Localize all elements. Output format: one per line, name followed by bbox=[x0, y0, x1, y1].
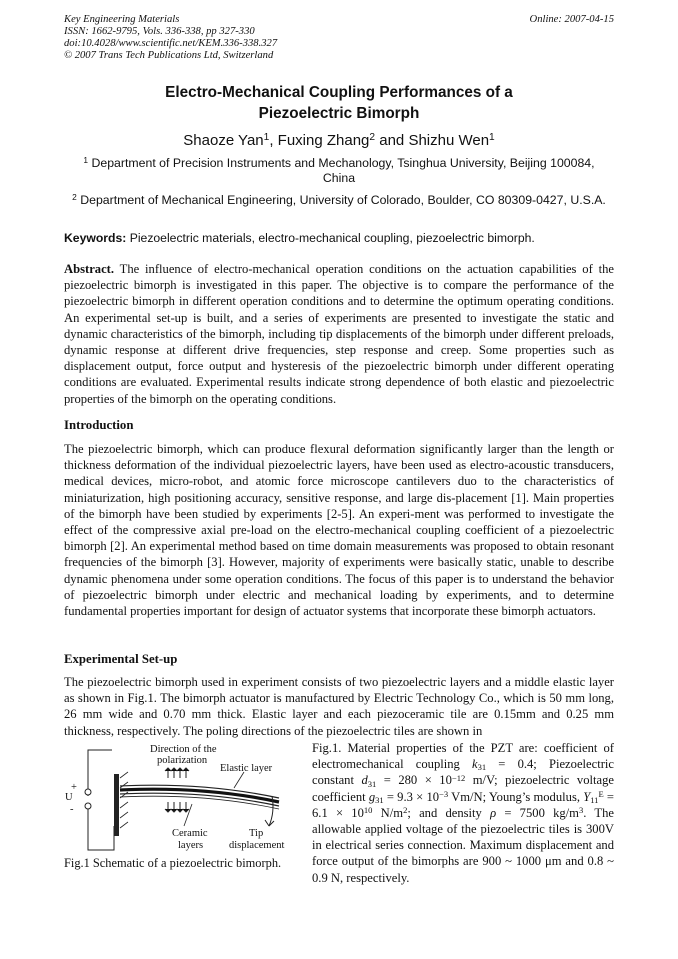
tip-label-2: displacement bbox=[229, 840, 285, 851]
keywords bbox=[64, 231, 614, 245]
author-list bbox=[64, 132, 614, 149]
affiliation-1-number: 1 bbox=[83, 155, 89, 166]
affiliation-1 bbox=[64, 156, 614, 186]
polarization-label-2: polarization bbox=[157, 755, 208, 766]
affiliation-2-line-1: Department of Mechanical Engineering, University of Colorado, Boulder, CO 80309-0427, U.S.A. bbox=[80, 193, 606, 207]
tip-arrow-head bbox=[265, 820, 274, 826]
affiliation-2 bbox=[64, 193, 614, 208]
terminal-negative bbox=[85, 803, 91, 809]
voltage-label: U bbox=[65, 792, 73, 803]
elastic-layer bbox=[120, 789, 279, 802]
author-separator: , bbox=[269, 132, 278, 149]
ceramic-label-2: layers bbox=[178, 840, 204, 851]
issn-line: ISSN: 1662-9795, Vols. 336-338, pp 327-330 bbox=[64, 26, 255, 37]
title-line-2: Piezoelectric Bimorph bbox=[258, 105, 420, 122]
author-separator: and bbox=[375, 132, 409, 149]
polarization-label-1: Direction of the bbox=[150, 744, 217, 755]
abstract bbox=[64, 261, 614, 407]
journal-name: Key Engineering Materials bbox=[64, 14, 180, 25]
keywords-label: Keywords: bbox=[64, 231, 127, 245]
doi-line: doi:10.4028/www.scientific.net/KEM.336-338.327 bbox=[64, 38, 278, 49]
paper-title bbox=[64, 82, 614, 124]
affiliation-2-number: 2 bbox=[72, 192, 77, 203]
polarization-arrows-down bbox=[165, 802, 189, 812]
author-2-affil: 2 bbox=[369, 132, 376, 144]
bimorph-schematic-figure bbox=[64, 742, 304, 858]
ceramic-layer-pointer bbox=[184, 804, 192, 826]
abstract-label: Abstract. bbox=[64, 262, 115, 276]
minus-label: - bbox=[70, 804, 74, 815]
circuit-wire-bottom bbox=[88, 804, 114, 850]
circuit-wire-top bbox=[88, 750, 112, 796]
author-1-affil: 1 bbox=[263, 132, 270, 144]
copyright-line: © 2007 Trans Tech Publications Ltd, Switzerland bbox=[64, 50, 274, 61]
journal-header bbox=[64, 14, 614, 62]
keywords-text: Piezoelectric materials, electro-mechanical coupling, piezoelectric bimorph. bbox=[126, 231, 535, 245]
clamp-hatch bbox=[120, 772, 128, 828]
author-2: Fuxing Zhang bbox=[277, 132, 370, 149]
figure-caption: Fig.1 Schematic of a piezoelectric bimorph. bbox=[64, 856, 282, 870]
affiliation-1-line-2: China bbox=[322, 171, 356, 185]
bimorph-schematic bbox=[64, 742, 304, 858]
tip-label-1: Tip bbox=[249, 828, 264, 839]
online-date: Online: 2007-04-15 bbox=[529, 14, 614, 25]
section-heading-introduction: Introduction bbox=[64, 418, 134, 432]
elastic-layer-pointer bbox=[234, 772, 244, 788]
plus-label: + bbox=[71, 782, 77, 793]
material-properties-text: Fig.1. Material properties of the PZT are: coefficient of electromechanical coupling $k_{31} = 0.4$; Piezoelectric constant $d_{31} = 280 \times 10^{-12}$ m/V; piezoelectric voltage coefficient $g_{31} = 9.3 \times 10^{-3}$ Vm/N; Young’s modulus, $Y_{11}^E = 6.1 \times 10^{10}$ $N/m^2$; and density ρ = 7500 $kg/m^3$. The allowable applied voltage of the piezoelectric tiles is 300V in electrical series connection. Maximum displacement and force output of the bimorphs are 900 ~ 1000 μm and 0.8 ~ 0.9 N, respectively. bbox=[312, 741, 614, 885]
author-3: Shizhu Wen bbox=[408, 132, 490, 149]
abstract-text: The influence of electro-mechanical operation conditions on the actuation capabilities of the piezoelectric bimorph is investigated in this paper. The objective is to compare the performance of the piezoelectric bimorph in different operation conditions and to determine the optimum operating conditions. An experimental set-up is built, and a series of experiments are presented to investigate the static and dynamic characteristics of the bimorph, including tip displacements of the bimorph under different preloads, dynamic response at different drive frequencies, step response and creep. Some properties such as displacement output, force output and hysteresis of the piezoelectric bimorph under different operating conditions are evaluated. Experimental results indicate strong dependence of both elastic and piezoelectric properties of the bimorph on the operating conditions. bbox=[64, 262, 614, 406]
author-1: Shaoze Yan bbox=[183, 132, 264, 149]
author-3-affil: 1 bbox=[489, 132, 495, 144]
ceramic-label-1: Ceramic bbox=[172, 828, 208, 839]
elastic-layer-label: Elastic layer bbox=[220, 763, 273, 774]
clamp-wall bbox=[114, 774, 119, 836]
terminal-positive bbox=[85, 789, 91, 795]
polarization-arrows-up bbox=[165, 768, 189, 778]
setup-text: The piezoelectric bimorph used in experiment consists of two piezoelectric layers and a middle elastic layer as shown in Fig.1. The bimorph actuator is manufactured by Electric Technology Co., which is 50 mm long, 26 mm wide and 0.70 mm thick. Elastic layer and each piezoceramic tile are 0.15mm and 0.25 mm thickness, respectively. The poling directions of the piezoelectric tiles are shown in bbox=[64, 675, 614, 738]
affiliation-1-line-1: Department of Precision Instruments and Mechanology, Tsinghua University, Beijing 100084, bbox=[91, 156, 595, 170]
introduction-text: The piezoelectric bimorph, which can produce flexural deformation significantly larger than the length or thickness deformation of the individual piezoelectric layers, have been used as electro-acoustic transducers, medical devices, micro-robot, and atomic force microscope cantilevers duo to the characteristics of miniaturization, high positioning accuracy, sensitive response, and large dis-placement [1]. Main properties of the bimorph have been studied by experiments [2-5]. An experi-ment was performed to investigate the effect of the compressive axial pre-load on the electro-mechanical coupling coefficient of a piezoelectric bimorph [2]. An experimental method based on time domain measurements was proposed to obtain resonant frequencies of the bimorph [3]. However, majority of experiments were basically static, unable to describe dynamic phenomena under some operation conditions. The focus of this paper is to understand the behavior of piezoelectric bimorph under electric and mechanical loading by experiments, and to determine fundamental properties important for design of actuator systems that incorporate these bimorph actuators. bbox=[64, 442, 614, 619]
section-heading-setup: Experimental Set-up bbox=[64, 652, 178, 666]
title-line-1: Electro-Mechanical Coupling Performances of a bbox=[165, 84, 513, 101]
